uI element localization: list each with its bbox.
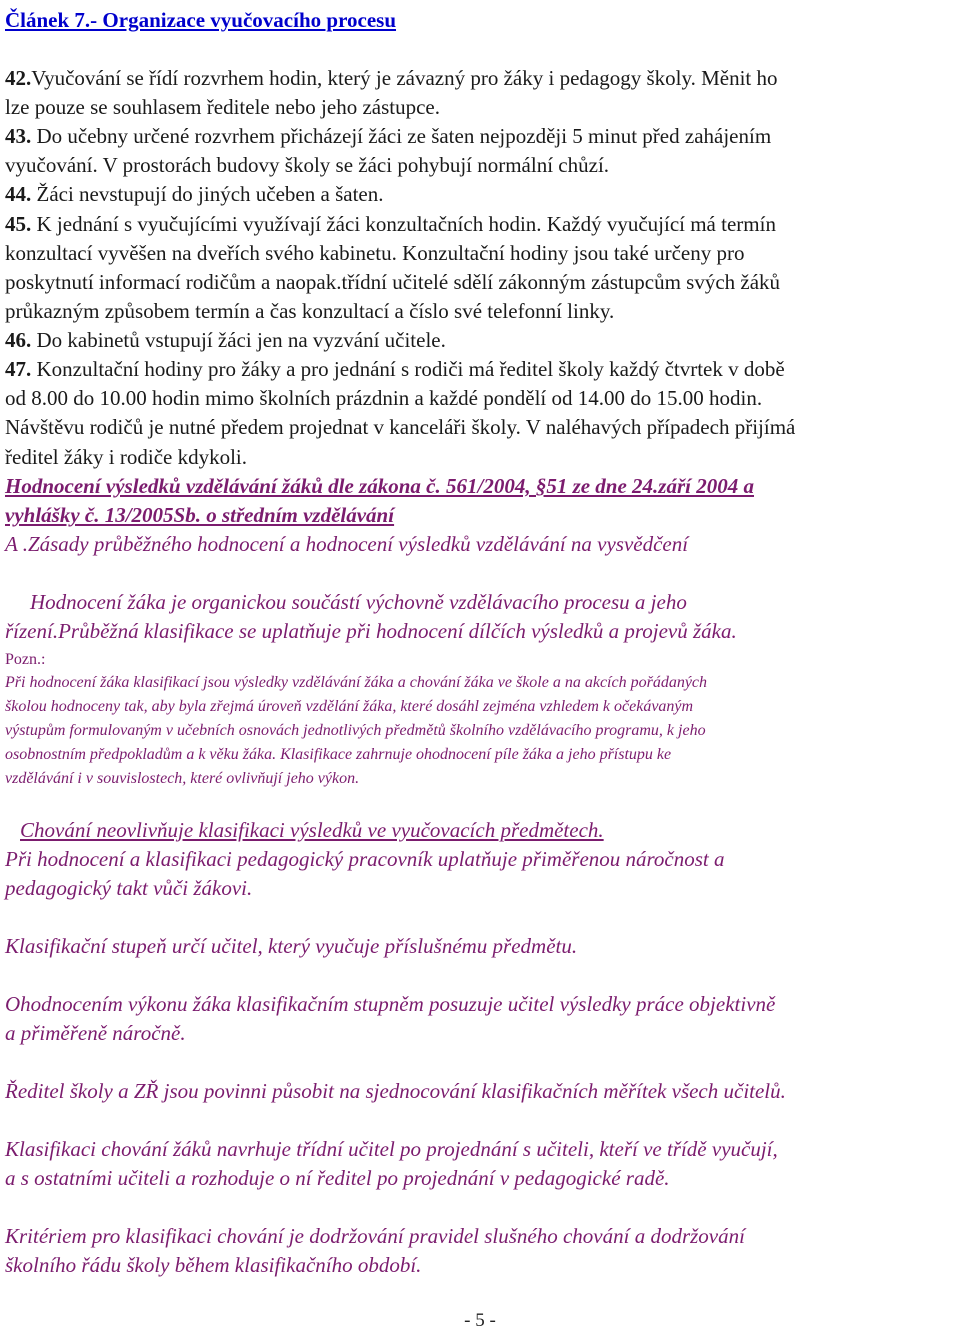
- behavior-heading: Chování neovlivňuje klasifikaci výsledků ve vyučovacích předmětech.: [20, 818, 604, 842]
- italic-line: a s ostatními učiteli a rozhoduje o ní ředitel po projednání v pedagogické radě.: [5, 1166, 670, 1190]
- rule-line: [5, 326, 446, 354]
- note-line: výstupům formulovaným v učebních osnovách jednotlivých předmětů školního vzdělávacího programu, k jeho: [5, 722, 706, 739]
- rule-text: konzultací vyvěšen na dveřích svého kabinetu. Konzultační hodiny jsou také určeny pro: [5, 241, 745, 265]
- evaluation-heading: Hodnocení výsledků vzdělávání žáků dle zákona č. 561/2004, §51 ze dne 24.září 2004 a: [5, 474, 754, 498]
- rule-line: [5, 151, 609, 179]
- rule-text: Žáci nevstupují do jiných učeben a šaten.: [31, 182, 384, 206]
- section-a-heading: A .Zásady průběžného hodnocení a hodnocení výsledků vzdělávání na vysvědčení: [5, 532, 689, 556]
- rule-line: [5, 122, 771, 150]
- rule-text: průkazným způsobem termín a čas konzultací a číslo své telefonní linky.: [5, 299, 615, 323]
- rule-number: 47.: [5, 357, 32, 381]
- rule-line: [5, 93, 440, 121]
- organic-paragraph: Hodnocení žáka je organickou součástí výchovně vzdělávacího procesu a jeho: [30, 590, 687, 614]
- rule-text: K jednání s vyučujícími využívají žáci konzultačních hodin. Každý vyučující má termín: [31, 212, 776, 236]
- page-number: - 5 -: [464, 1310, 496, 1331]
- rule-text: Vyučování se řídí rozvrhem hodin, který je závazný pro žáky i pedagogy školy. Měnit ho: [31, 66, 778, 90]
- italic-line: Klasifikaci chování žáků navrhuje třídní učitel po projednání s učiteli, kteří ve třídě vyučují,: [5, 1137, 778, 1161]
- rule-text: lze pouze se souhlasem ředitele nebo jeho zástupce.: [5, 95, 440, 119]
- rule-line: [5, 268, 780, 296]
- rule-number: 46.: [5, 328, 32, 352]
- organic-paragraph: řízení.Průběžná klasifikace se uplatňuje při hodnocení dílčích výsledků a projevů žáka.: [5, 619, 737, 643]
- rule-text: od 8.00 do 10.00 hodin mimo školních prázdnin a každé pondělí od 14.00 do 15.00 hodin.: [5, 386, 763, 410]
- note-line: osobnostním předpokladům a k věku žáka. Klasifikace zahrnuje ohodnocení píle žáka a jeho přístupu ke: [5, 746, 672, 763]
- note-line: školou hodnoceny tak, aby byla zřejmá úroveň vzdělání žáka, které dosáhl zejména vzhledem k očekávaným: [5, 698, 694, 715]
- rule-text: Konzultační hodiny pro žáky a pro jednání s rodiči má ředitel školy každý čtvrtek v době: [31, 357, 785, 381]
- italic-line: Klasifikační stupeň určí učitel, který vyučuje příslušnému předmětu.: [5, 934, 578, 958]
- note-line: Při hodnocení žáka klasifikací jsou výsledky vzdělávání žáka a chování žáka ve škole a na akcích pořádaných: [5, 674, 708, 691]
- italic-line: pedagogický takt vůči žákovi.: [5, 876, 253, 900]
- article-title: Článek 7.- Organizace vyučovacího procesu: [5, 8, 397, 32]
- italic-line: a přiměřeně náročně.: [5, 1021, 186, 1045]
- rule-text: Do učebny určené rozvrhem přicházejí žáci ze šaten nejpozději 5 minut před zahájením: [31, 124, 772, 148]
- evaluation-heading: vyhlášky č. 13/2005Sb. o středním vzdělávání: [5, 503, 395, 527]
- italic-line: školního řádu školy během klasifikačního období.: [5, 1253, 422, 1277]
- rule-line: [5, 210, 776, 238]
- italic-line: Kritériem pro klasifikaci chování je dodržování pravidel slušného chování a dodržování: [5, 1224, 745, 1248]
- rule-line: [5, 64, 778, 92]
- note-label: Pozn.:: [5, 651, 46, 668]
- rule-line: [5, 297, 614, 325]
- rule-number: 42.: [5, 66, 32, 90]
- italic-line: Ředitel školy a ZŘ jsou povinni působit na sjednocování klasifikačních měřítek všech učitelů.: [5, 1079, 786, 1103]
- rule-number: 45.: [5, 212, 32, 236]
- rule-line: [5, 355, 785, 383]
- rule-line: [5, 413, 795, 441]
- rule-line: [5, 180, 383, 208]
- rule-line: [5, 384, 762, 412]
- rule-text: poskytnutí informací rodičům a naopak.třídní učitelé sdělí zákonným zástupcům svých žáků: [5, 270, 781, 294]
- rule-text: Do kabinetů vstupují žáci jen na vyzvání učitele.: [31, 328, 446, 352]
- italic-line: Ohodnocením výkonu žáka klasifikačním stupněm posuzuje učitel výsledky práce objektivně: [5, 992, 776, 1016]
- rule-line: [5, 443, 247, 471]
- note-line: vzdělávání i v souvislostech, které ovlivňují jeho výkon.: [5, 770, 360, 787]
- rule-line: [5, 239, 744, 267]
- rule-text: vyučování. V prostorách budovy školy se žáci pohybují normální chůzí.: [5, 153, 610, 177]
- rule-text: ředitel žáky i rodiče kdykoli.: [5, 445, 248, 469]
- rule-text: Návštěvu rodičů je nutné předem projednat v kanceláři školy. V naléhavých případech přijímá: [5, 415, 796, 439]
- rule-number: 44.: [5, 182, 32, 206]
- italic-line: Při hodnocení a klasifikaci pedagogický pracovník uplatňuje přiměřenou náročnost a: [5, 847, 725, 871]
- rule-number: 43.: [5, 124, 32, 148]
